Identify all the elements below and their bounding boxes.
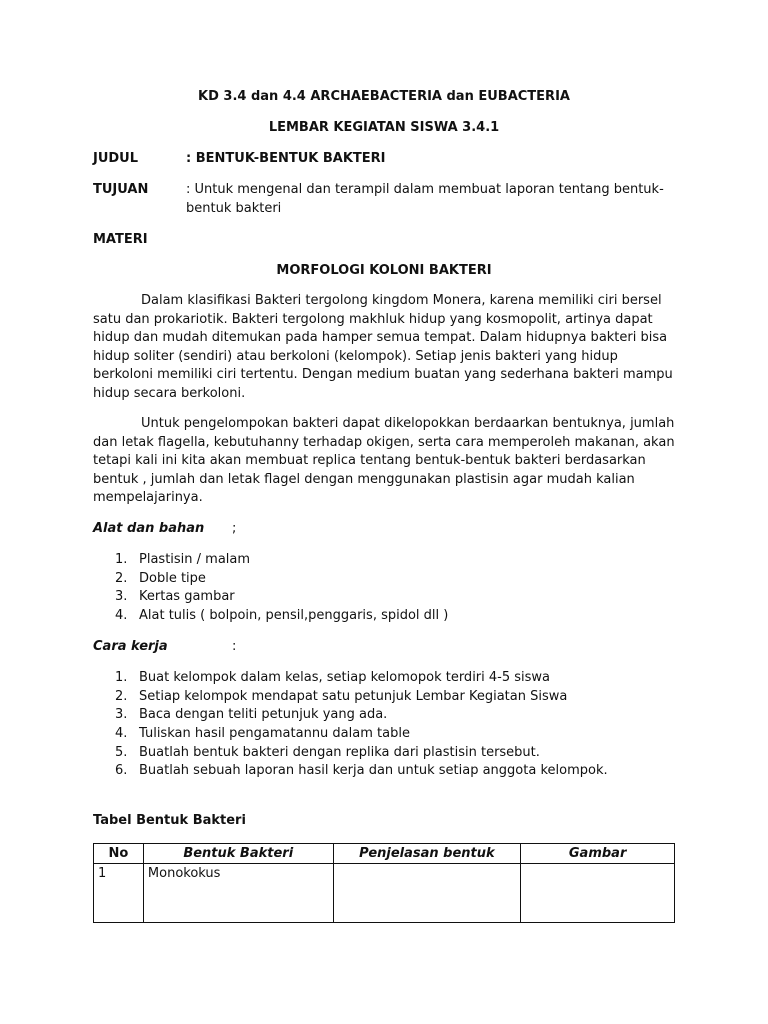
tujuan-line-1: : Untuk mengenal dan terampil dalam membuat laporan tentang bentuk-	[186, 182, 664, 197]
alat-bahan-list	[93, 551, 448, 626]
cara-kerja-label: Cara kerja	[93, 639, 168, 654]
column-header-no: No	[94, 844, 144, 864]
alat-bahan-label: Alat dan bahan	[93, 521, 205, 536]
judul-label: JUDUL	[93, 151, 139, 166]
table-row	[94, 864, 675, 923]
list-item: 3. Baca dengan teliti petunjuk yang ada.	[115, 707, 388, 723]
cara-kerja-list	[93, 669, 608, 781]
paragraph-line: Dalam klasifikasi Bakteri tergolong kingdom Monera, karena memiliki ciri bersel	[141, 293, 662, 308]
paragraph-line: dan letak flagella, kebutuhanny terhadap okigen, serta cara memperoleh makanan, akan	[93, 434, 675, 450]
paragraph-line: Untuk pengelompokan bakteri dapat dikelopokkan berdaarkan bentuknya, jumlah	[141, 416, 675, 431]
column-header-gambar: Gambar	[521, 844, 675, 864]
column-header-penjelasan: Penjelasan bentuk	[333, 844, 521, 864]
cara-kerja-separator: :	[232, 639, 237, 654]
materi-label: MATERI	[93, 232, 148, 247]
tujuan-label: TUJUAN	[93, 182, 149, 197]
judul-value: : BENTUK-BENTUK BAKTERI	[186, 151, 386, 166]
list-item: 5. Buatlah bentuk bakteri dengan replika dari plastisin tersebut.	[115, 744, 540, 760]
list-item: 3. Kertas gambar	[115, 589, 235, 605]
table-title: Tabel Bentuk Bakteri	[93, 813, 246, 828]
paragraph-line: hidup soliter (sendiri) atau berkoloni (kelompok). Setiap jenis bakteri yang hidup	[93, 348, 618, 364]
paragraph-line: berkoloni memiliki ciri tertentu. Dengan medium buatan yang sederhana bakteri mampu	[93, 367, 673, 383]
list-item: 4. Alat tulis ( bolpoin, pensil,penggaris, spidol dll )	[115, 608, 449, 624]
document-subtitle: LEMBAR KEGIATAN SISWA 3.4.1	[268, 120, 500, 135]
list-item: 4. Tuliskan hasil pengamatannu dalam table	[115, 726, 410, 742]
list-item: 2. Setiap kelompok mendapat satu petunjuk Lembar Kegiatan Siswa	[115, 688, 568, 704]
table-header-row	[94, 844, 675, 864]
paragraph-2	[93, 415, 675, 508]
list-item: 1. Plastisin / malam	[115, 552, 251, 567]
alat-bahan-separator: ;	[232, 521, 237, 536]
paragraph-1	[93, 292, 675, 404]
paragraph-line: tetapi kali ini kita akan membuat replica tentang bentuk-bentuk bakteri berdasarkan	[93, 453, 646, 469]
bacteria-shape-table	[93, 843, 675, 923]
materi-heading: MORFOLOGI KOLONI BAKTERI	[276, 263, 492, 278]
list-item: 1. Buat kelompok dalam kelas, setiap kelomopok terdiri 4-5 siswa	[115, 670, 551, 685]
column-header-bentuk: Bentuk Bakteri	[143, 844, 333, 864]
list-item: 6. Buatlah sebuah laporan hasil kerja dan untuk setiap anggota kelompok.	[115, 763, 608, 779]
list-item: 2. Doble tipe	[115, 570, 206, 586]
paragraph-line: mempelajarinya.	[93, 490, 203, 506]
table-cell	[521, 864, 675, 923]
paragraph-line: hidup dan mudah ditemukan pada hamper semua tempat. Dalam hidupnya bakteri bisa	[93, 330, 668, 346]
table-cell	[333, 864, 521, 923]
paragraph-line: hidup secara berkoloni.	[93, 385, 246, 401]
document-title: KD 3.4 dan 4.4 ARCHAEBACTERIA dan EUBACTERIA	[198, 89, 570, 104]
tujuan-line-2: bentuk bakteri	[186, 201, 282, 216]
paragraph-line: satu dan prokariotik. Bakteri tergolong makhluk hidup yang kosmopolit, artinya dapat	[93, 311, 653, 327]
table-cell: 1	[94, 864, 144, 923]
table-cell: Monokokus	[143, 864, 333, 923]
paragraph-line: bentuk , jumlah dan letak flagel dengan menggunakan plastisin agar mudah kalian	[93, 471, 635, 487]
